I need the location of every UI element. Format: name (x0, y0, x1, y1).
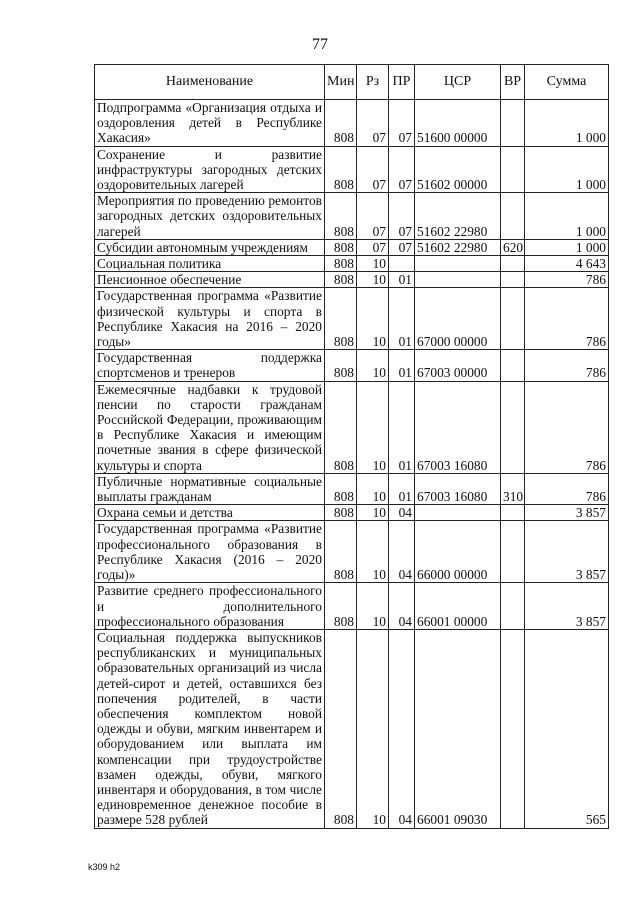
row-name: Субсидии автономным учреждениям (95, 239, 325, 255)
row-rz: 07 (357, 193, 389, 240)
row-pr: 01 (389, 288, 415, 350)
row-vr (501, 505, 525, 521)
row-pr: 04 (389, 505, 415, 521)
row-rz: 10 (357, 272, 389, 288)
row-pr: 01 (389, 272, 415, 288)
row-rz: 10 (357, 629, 389, 828)
row-pr: 01 (389, 381, 415, 473)
row-min: 808 (325, 256, 357, 272)
row-vr: 310 (501, 473, 525, 504)
row-min: 808 (325, 505, 357, 521)
table-row (95, 239, 609, 255)
row-min: 808 (325, 350, 357, 381)
row-rz: 10 (357, 381, 389, 473)
row-csr: 66001 09030 (415, 629, 501, 828)
page-number: 77 (312, 36, 328, 53)
row-csr: 67003 16080 (415, 381, 501, 473)
row-min: 808 (325, 473, 357, 504)
row-pr: 01 (389, 350, 415, 381)
row-min: 808 (325, 146, 357, 193)
row-rz: 07 (357, 100, 389, 147)
header-name: Наименование (95, 65, 325, 100)
table-row (95, 583, 609, 630)
row-min: 808 (325, 193, 357, 240)
row-pr: 04 (389, 583, 415, 630)
row-rz: 07 (357, 146, 389, 193)
row-name: Государственная поддержка спортсменов и тренеров (95, 350, 325, 381)
row-csr: 51602 22980 (415, 239, 501, 255)
row-rz: 07 (357, 239, 389, 255)
row-vr (501, 100, 525, 147)
row-csr: 51602 22980 (415, 193, 501, 240)
header-rz: Рз (357, 65, 389, 100)
row-sum: 1 000 (525, 100, 609, 147)
table-row (95, 521, 609, 583)
row-csr: 51600 00000 (415, 100, 501, 147)
row-csr: 67003 16080 (415, 473, 501, 504)
table-row (95, 381, 609, 473)
row-csr: 67003 00000 (415, 350, 501, 381)
row-rz: 10 (357, 521, 389, 583)
row-sum: 565 (525, 629, 609, 828)
row-rz: 10 (357, 256, 389, 272)
row-sum: 786 (525, 350, 609, 381)
row-vr (501, 381, 525, 473)
table-row (95, 473, 609, 504)
row-rz: 10 (357, 583, 389, 630)
header-pr: ПР (389, 65, 415, 100)
row-min: 808 (325, 239, 357, 255)
table-row (95, 272, 609, 288)
row-sum: 1 000 (525, 239, 609, 255)
row-sum: 3 857 (525, 583, 609, 630)
row-vr (501, 629, 525, 828)
row-csr (415, 505, 501, 521)
row-min: 808 (325, 521, 357, 583)
row-min: 808 (325, 288, 357, 350)
row-rz: 10 (357, 505, 389, 521)
row-name: Подпрограмма «Организация отдыха и оздоровления детей в Республике Хакасия» (95, 100, 325, 147)
row-pr: 07 (389, 193, 415, 240)
row-min: 808 (325, 629, 357, 828)
table-row (95, 350, 609, 381)
row-sum: 786 (525, 288, 609, 350)
row-sum: 786 (525, 272, 609, 288)
row-pr: 04 (389, 629, 415, 828)
row-csr: 66000 00000 (415, 521, 501, 583)
row-vr (501, 193, 525, 240)
row-name: Мероприятия по проведению ремонтов загородных детских оздоровительных лагерей (95, 193, 325, 240)
row-sum: 3 857 (525, 521, 609, 583)
table-row (95, 288, 609, 350)
row-vr (501, 256, 525, 272)
table-row (95, 100, 609, 147)
row-min: 808 (325, 583, 357, 630)
row-sum: 4 643 (525, 256, 609, 272)
row-vr (501, 272, 525, 288)
row-pr (389, 256, 415, 272)
row-csr: 67000 00000 (415, 288, 501, 350)
row-name: Сохранение и развитие инфраструктуры загородных детских оздоровительных лагерей (95, 146, 325, 193)
row-rz: 10 (357, 473, 389, 504)
table-row (95, 505, 609, 521)
row-vr (501, 521, 525, 583)
header-min: Мин (325, 65, 357, 100)
header-csr: ЦСР (415, 65, 501, 100)
table-row (95, 193, 609, 240)
row-name: Пенсионное обеспечение (95, 272, 325, 288)
row-vr (501, 350, 525, 381)
table-row (95, 256, 609, 272)
row-csr: 66001 00000 (415, 583, 501, 630)
row-csr (415, 272, 501, 288)
row-min: 808 (325, 100, 357, 147)
row-sum: 786 (525, 473, 609, 504)
header-sum: Сумма (525, 65, 609, 100)
header-row (95, 65, 609, 100)
row-name: Охрана семьи и детства (95, 505, 325, 521)
row-rz: 10 (357, 350, 389, 381)
row-pr: 07 (389, 239, 415, 255)
row-vr (501, 583, 525, 630)
row-name: Социальная политика (95, 256, 325, 272)
row-sum: 786 (525, 381, 609, 473)
row-pr: 04 (389, 521, 415, 583)
row-sum: 3 857 (525, 505, 609, 521)
row-vr (501, 146, 525, 193)
footer-code: k309 h2 (88, 862, 121, 872)
row-min: 808 (325, 272, 357, 288)
row-name: Государственная программа «Развитие физической культуры и спорта в Республике Хакасия на 2016 – 2020 годы» (95, 288, 325, 350)
row-pr: 01 (389, 473, 415, 504)
table-row (95, 629, 609, 828)
row-name: Государственная программа «Развитие профессионального образования в Республике Хакасия (2016 – 2020 годы)» (95, 521, 325, 583)
header-vr: ВР (501, 65, 525, 100)
budget-table (94, 64, 609, 829)
row-vr: 620 (501, 239, 525, 255)
row-pr: 07 (389, 146, 415, 193)
row-min: 808 (325, 381, 357, 473)
row-pr: 07 (389, 100, 415, 147)
row-name: Социальная поддержка выпускников республиканских и муниципальных образовательных организаций из числа детей-сирот и детей, оставшихся без попечения родителей, в части обеспечения комплектом новой одежды и обуви, мягким инвентарем и оборудованием или выплата им компенсации при трудоустройстве взамен одежды, обуви, мягкого инвентаря и оборудования, в том числе единовременное денежное пособие в размере 528 рублей (95, 629, 325, 828)
row-sum: 1 000 (525, 193, 609, 240)
row-vr (501, 288, 525, 350)
row-csr (415, 256, 501, 272)
row-name: Развитие среднего профессионального и дополнительного профессионального образования (95, 583, 325, 630)
row-name: Публичные нормативные социальные выплаты гражданам (95, 473, 325, 504)
row-name: Ежемесячные надбавки к трудовой пенсии по старости гражданам Российской Федерации, проживающим в Республике Хакасия и имеющим почетные звания в сфере физической культуры и спорта (95, 381, 325, 473)
row-csr: 51602 00000 (415, 146, 501, 193)
row-sum: 1 000 (525, 146, 609, 193)
table-row (95, 146, 609, 193)
row-rz: 10 (357, 288, 389, 350)
